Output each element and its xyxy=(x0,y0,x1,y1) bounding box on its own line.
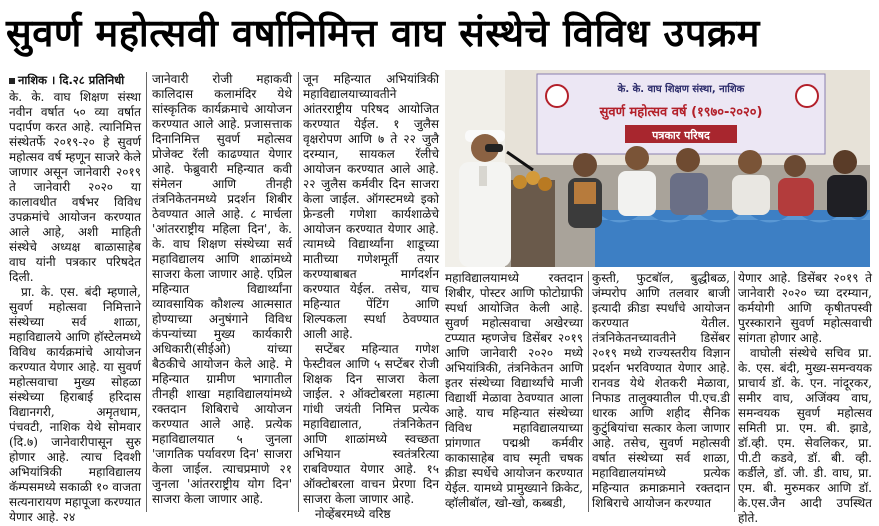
column-rule xyxy=(298,72,299,512)
press-conference-photo xyxy=(445,70,870,267)
paragraph: नोव्हेंबरमध्ये वरिष्ठ xyxy=(315,507,391,521)
column-rule xyxy=(588,271,589,512)
banner-org-text: के. के. वाघ शिक्षण संस्था, नाशिक xyxy=(617,84,745,95)
photo-illustration xyxy=(445,70,870,267)
paragraph: वाघोली संस्थेचे सचिव प्रा. के. एस. बंदी, मुख्य-समन्वयक प्राचार्य डॉ. के. एन. नांदूरकर, समीर वाघ, अजिंक्य वाघ, समन्वयक सुवर्ण महोत्सव समिती प्रा. एम. बी. झाडे, डॉ.व्ही. एम. सेवलिकर, प्रा. पी.टी कडवे, डॉ. बी. व्ही. कर्डीले, डॉ. जी. डी. वाघ, प्रा. एम. बी. मुरुमकर आणि डॉ. के.एस.जैन आदी उपस्थित होते. xyxy=(738,346,872,525)
article-column-6 xyxy=(738,271,872,525)
article-column-3 xyxy=(303,72,439,521)
paragraph: के. के. वाघ शिक्षण संस्था नवीन वर्षात ५० व्या वर्षात पदार्पण करत आहे. त्यानिमित्त संस्थेतर्फे २०१९-२० हे सुवर्ण महोत्सव वर्ष म्हणून साजरे केले जाणार असून जानेवारी २०१९ ते जानेवारी २०२० या कालावधीत वर्षभर विविध उपक्रमांचे आयोजन करण्यात आले आहे, अशी माहिती संस्थेचे अध्यक्ष बाळासाहेब वाघ यांनी पत्रकार परिषदेत दिली. xyxy=(9,90,141,284)
banner-sub-text: पत्रकार परिषद xyxy=(652,129,710,142)
dateline-text: नाशिक । दि.२८ प्रतिनिधी xyxy=(18,73,125,87)
column-rule xyxy=(146,72,147,512)
article-column-2 xyxy=(152,72,292,512)
banner-title-text: सुवर्ण महोत्सव वर्ष (१९७०-२०२०) xyxy=(599,105,763,120)
column-rule xyxy=(734,271,735,512)
paragraph: येणार आहे. डिसेंबर २०१९ ते जानेवारी २०२० च्या दरम्यान, कर्मयोगी आणि कृषीतपस्वी पुरस्काराने सुवर्ण महोत्सवाची सांगता होणार आहे. xyxy=(738,271,872,345)
article-column-4 xyxy=(445,271,583,512)
paragraph: सप्टेंबर महिन्यात गणेश फेस्टीवल आणि ५ सप्टेंबर रोजी शिक्षक दिन साजरा केला जाईल. २ ऑक्टोबरला महात्मा गांधी जयंती निमित्त प्रत्येक महाविद्यालात, तंत्रनिकेतन आणि शाळांमध्ये स्वच्छता अभियान स्वतंत्ररित्या राबविण्यात येणार आहे. १५ ऑक्टोबरला वाचन प्रेरणा दिन साजरा केला जाणार आहे. xyxy=(303,342,439,506)
paragraph: जानेवारी रोजी महाकवी कालिदास कलामंदिर येथे सांस्कृतिक कार्यक्रमाचे आयोजन करण्यात आले आहे. प्रजासत्ताक दिनानिमित्त सुवर्ण महोत्सव प्रोजेक्ट रॅली काढण्यात येणार आहे. फेब्रुवारी महिन्यात कवी संमेलन आणि तीनही तंत्रनिकेतनमध्ये प्रदर्शन शिबीर ठेवण्यात आले आहे. ८ मार्चला 'आंतरराष्ट्रीय महिला दिन', के. के. वाघ शिक्षण संस्थेच्या सर्व महाविद्यालय आणि शाळांमध्ये साजरा केला जाणार आहे. एप्रिल महिन्यात विद्यार्थ्यांना व्यावसायिक कौशल्य आत्मसात होण्याच्या अनुषंगाने विविध कंपन्यांच्या मुख्य कार्यकारी अधिकारी(सीईओ) यांच्या बैठकीचे आयोजन केले आहे. मे महिन्यात ग्रामीण भागातील तीनही शाखा महाविद्यालयांमध्ये रक्तदान शिबिराचे आयोजन करण्यात आले आहे. प्रत्येक महाविद्यालयात ५ जुनला 'जागतिक पर्यावरण दिन' साजरा केला जाईल. त्याचप्रमाणे २१ जुनला 'आंतरराष्ट्रीय योग दिन' साजरा केला जाणार आहे. xyxy=(152,72,292,506)
article-column-1 xyxy=(9,72,141,524)
paragraph: कुस्ती, फुटबॉल, बुद्धीबळ, जंम्परोप आणि तलवार बाजी इत्यादी क्रीडा स्पर्धांचे आयोजन करण्यात येतील. तंत्रनिकेतनच्यावतीने डिसेंबर २०१९ मध्ये राज्यस्तरीय विज्ञान प्रदर्शन भरविण्यात येणार आहे. रानवड येथे शेतकरी मेळावा, निफाड तालुक्यातील पी.एच.डी धारक आणि शहीद सैनिक कुटुंबियांचा सत्कार केला जाणार आहे. तसेच, सुवर्ण महोत्सवी वर्षात संस्थेच्या सर्व शाळा, महाविद्यालयांमध्ये प्रत्येक महिन्यात क्रमाक्रमाने रक्तदान शिबिराचे आयोजन करण्यात xyxy=(592,271,730,510)
paragraph: महाविद्यालयामध्ये रक्तदान शिबीर, पोस्टर आणि फोटोग्राफी स्पर्धा आयोजित केली आहे. सुवर्ण महोत्सवाचा अखेरच्या टप्प्यात म्हणजेच डिसेंबर २०१९ आणि जानेवारी २०२० मध्ये अभियांत्रिकी, तंत्रनिकेतन आणि इतर संस्थेच्या विद्यार्थ्यांचे माजी विद्यार्थी मेळावा ठेवण्यात आला आहे. याच महिन्यात संस्थेच्या विविध महाविद्यालयाच्या प्रांगणात पद्मश्री कर्मवीर काकासाहेब वाघ स्मृती चषक क्रीडा स्पर्धेचे आयोजन करण्यात येईल. यामध्ये प्रामुख्याने क्रिकेट, व्हॉलीबॉल, खो-खो, कब्बडी, xyxy=(445,271,583,510)
dateline xyxy=(9,72,141,88)
article-column-5 xyxy=(592,271,730,512)
headline: सुवर्ण महोत्सवी वर्षानिमित्त वाघ संस्थेचे विविध उपक्रम xyxy=(6,11,760,55)
paragraph: प्रा. के. एस. बंदी म्हणाले, सुवर्ण महोत्सवा निमित्ताने संस्थेच्या सर्व शाळा, महाविद्यालये आणि हॉस्टेलमध्ये विविध कार्यक्रमांचे आयोजन करण्यात येणार आहे. या सुवर्ण महोत्सवाचा मुख्य सोहळा संस्थेच्या हिराबाई हरिदास विद्यानगरी, अमृतधाम, पंचवटी, नाशिक येथे सोमवार (दि.७) जानेवारीपासून सुरु होणार आहे. त्याच दिवशी अभियांत्रिकी महाविद्यालय कॅम्पसमध्ये सकाळी १० वाजता सत्यनारायण महापूजा करण्यात येणार आहे. २४ xyxy=(9,285,141,524)
bullet-square-icon xyxy=(9,78,15,84)
paragraph: जून महिन्यात अभियांत्रिकी महाविद्यालयाच्यावतीने आंतरराष्ट्रीय परिषद आयोजित करण्यात येईल. १ जुलैस वृक्षरोपण आणि ७ ते २२ जुलै दरम्यान, सायकल रॅलीचे आयोजन करण्यात आले आहे. २२ जुलैस कर्मवीर दिन साजरा केला जाईल. ऑगस्टमध्ये इको फ्रेन्डली गणेशा कार्यशाळेचे आयोजन करण्यात येणार आहे. त्यामध्ये विद्यार्थ्यांना शाडूच्या मातीच्या गणेशमूर्ती तयार करण्याबाबत मार्गदर्शन करण्यात येईल. तसेच, याच महिन्यात पेंटिंग आणि शिल्पकला स्पर्धा ठेवण्यात आली आहे. xyxy=(303,72,439,341)
